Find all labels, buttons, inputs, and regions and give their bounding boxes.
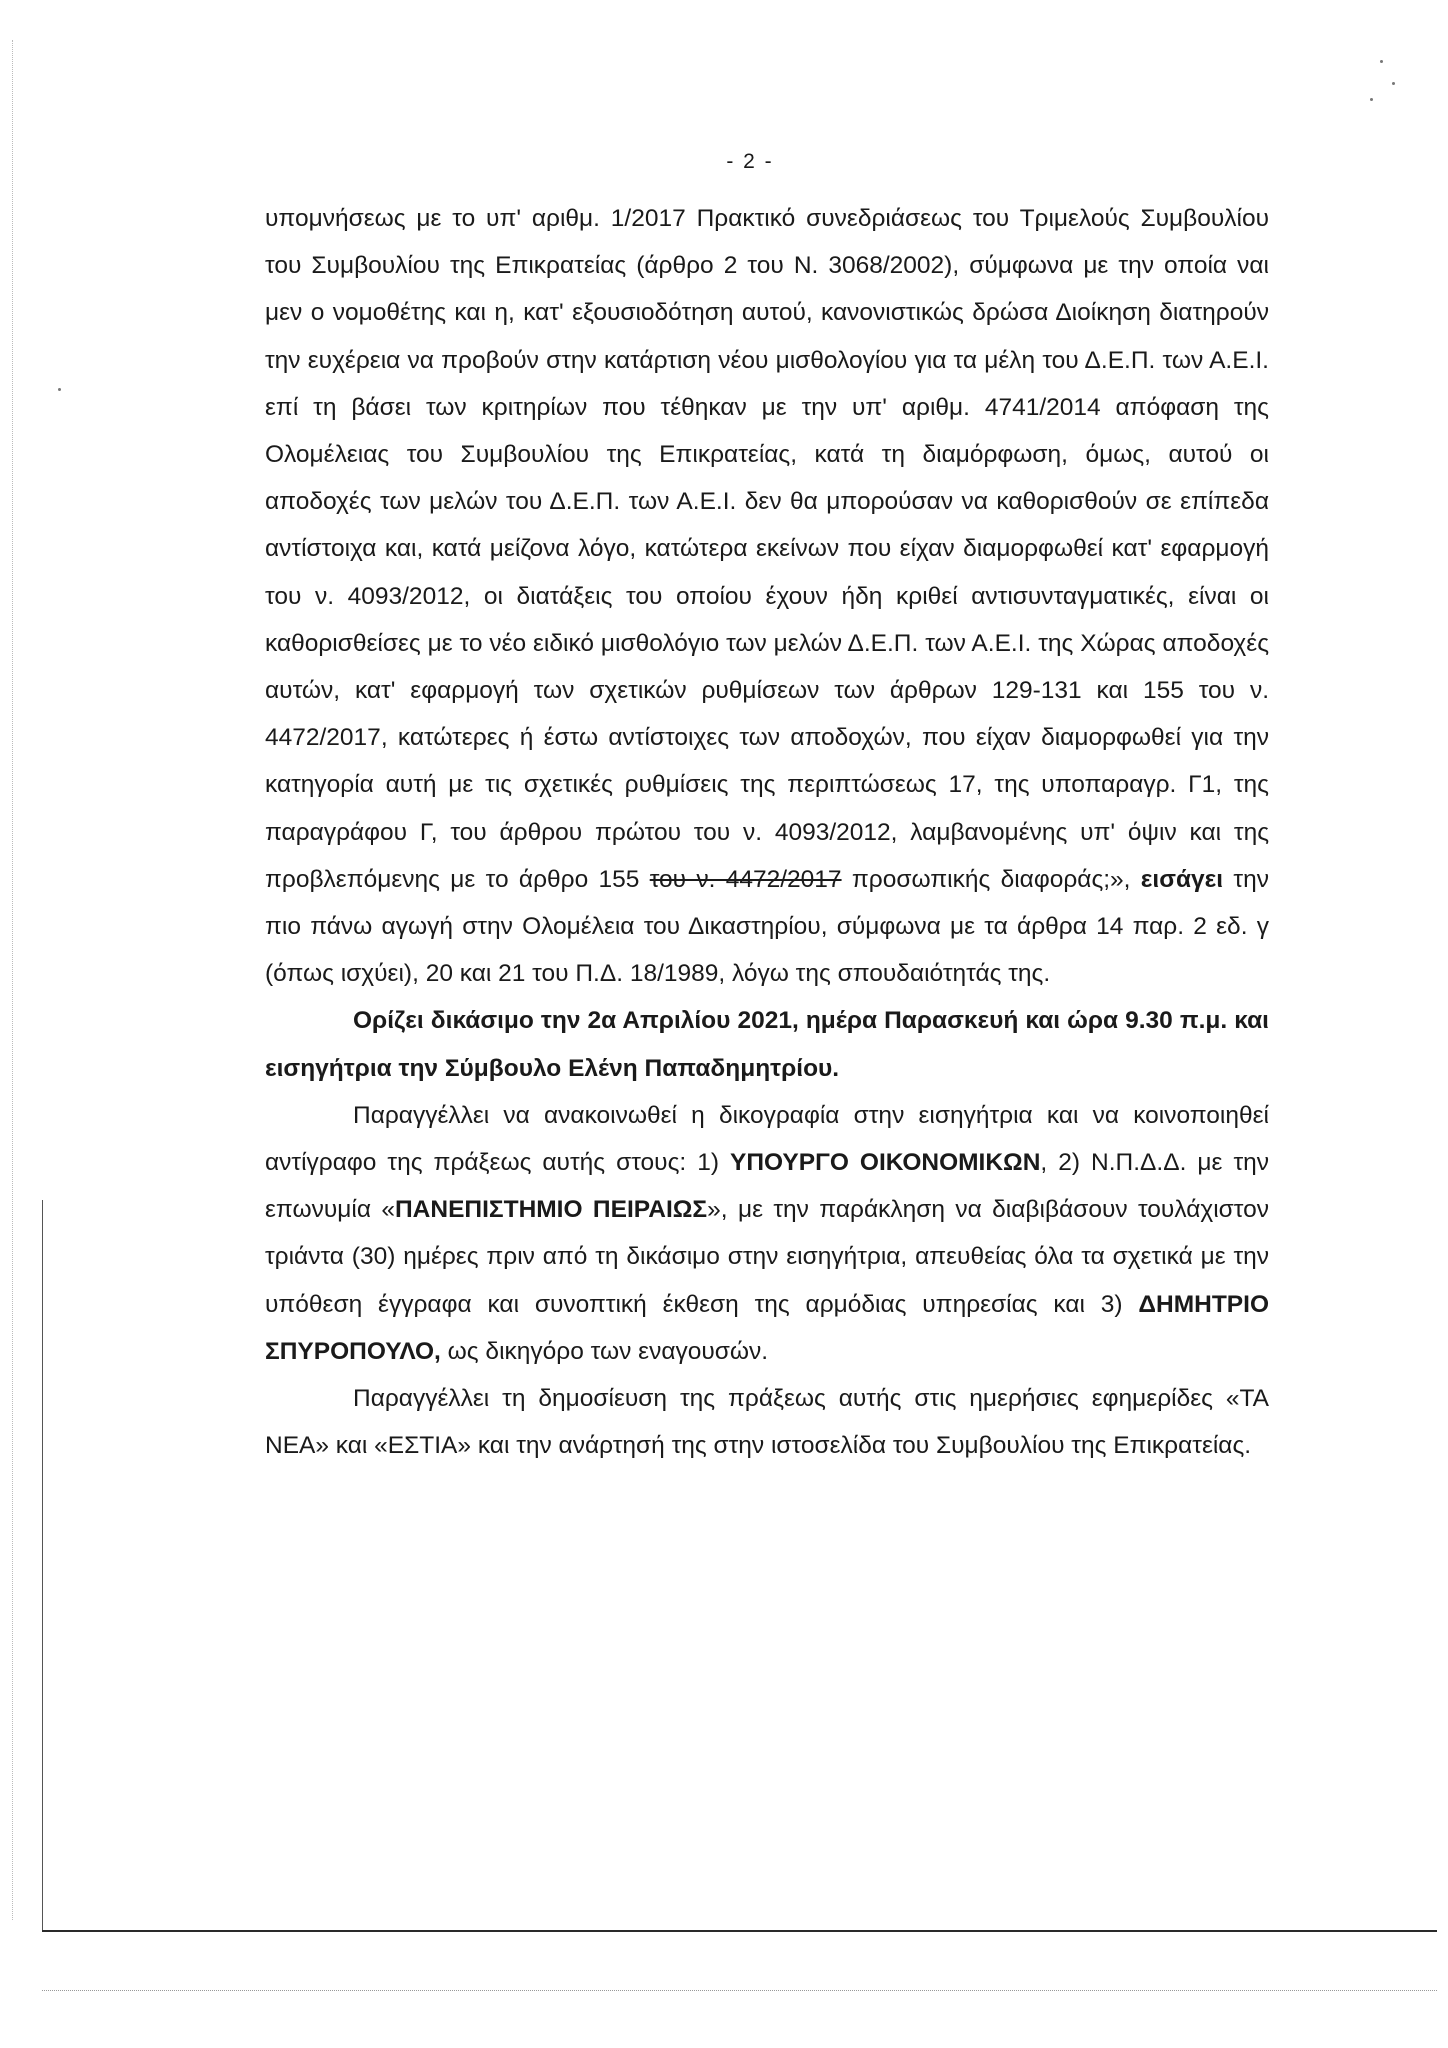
scan-speck	[1392, 82, 1395, 85]
scan-noise-line	[42, 1990, 1437, 1991]
scan-speck	[58, 388, 61, 391]
text-run: ως δικηγόρο των εναγουσών.	[440, 1337, 769, 1365]
page-number: - 2 -	[726, 150, 774, 173]
paragraph	[265, 997, 1269, 1091]
text-run: ΔΗΜΗΤΡΙΟ ΣΠΥΡΟΠΟΥΛΟ,	[265, 1290, 1269, 1365]
text-run: Παραγγέλλει να ανακοινωθεί η δικογραφία στην εισηγήτρια και να κοινοποιηθεί αντίγραφο της πράξεως αυτής στους: 1)	[265, 1101, 1269, 1177]
text-run: ΠΑΝΕΠΙΣΤΗΜΙΟ ΠΕΙΡΑΙΩΣ	[394, 1196, 708, 1224]
text-run: ΥΠΟΥΡΓΟ ΟΙΚΟΝΟΜΙΚΩΝ	[730, 1149, 1041, 1177]
scan-speck	[1370, 98, 1373, 101]
paragraph	[265, 195, 1269, 997]
text-run: Παραγγέλλει τη δημοσίευση της πράξεως αυτής στις ημερήσιες εφημερίδες «ΤΑ ΝΕΑ» και «ΕΣΤΙΑ» και την ανάρτησή της στην ιστοσελίδα του Συμβουλίου της Επικρατείας.	[265, 1385, 1269, 1460]
text-run: , 2) Ν.Π.Δ.Δ. με την επωνυμία «	[265, 1149, 1270, 1224]
paragraph	[265, 1375, 1269, 1469]
scan-edge-mark	[12, 40, 13, 1920]
text-run: την πιο πάνω αγωγή στην Ολομέλεια του Δικαστηρίου, σύμφωνα με τα άρθρα 14 παρ. 2 εδ. γ (όπως ισχύει), 20 και 21 του Π.Δ. 18/1989, λόγω της σπουδαιότητάς της.	[265, 865, 1269, 988]
margin-line	[42, 1200, 43, 1930]
text-run: », με την παράκληση να διαβιβάσουν τουλάχιστον τριάντα (30) ημέρες πριν από τη δικάσιμο στην εισηγήτρια, απευθείας όλα τα σχετικά με την υπόθεση έγγραφα και συνοπτική έκθεση της αρμόδιας υπηρεσίας και 3)	[265, 1196, 1269, 1318]
scan-speck	[1380, 60, 1383, 63]
text-run: προσωπικής διαφοράς;»,	[841, 865, 1141, 893]
text-run: Ορίζει δικάσιμο την 2α Απριλίου 2021, ημέρα Παρασκευή και ώρα 9.30 π.μ. και εισηγήτρια την Σύμβουλο Ελένη Παπαδημητρίου.	[265, 1007, 1269, 1082]
bottom-rule	[42, 1930, 1437, 1932]
paragraph	[265, 1092, 1269, 1375]
text-run: εισάγει	[1140, 865, 1224, 893]
text-run: υπομνήσεως με το υπ' αριθμ. 1/2017 Πρακτικό συνεδριάσεως του Τριμελούς Συμβουλίου του Συμβουλίου της Επικρατείας (άρθρο 2 του Ν. 3068/2002), σύμφωνα με την οποία ναι μεν ο νομοθέτης και η, κατ' εξουσιοδότηση αυτού, κανονιστικώς δρώσα Διοίκηση διατηρούν την ευχέρεια να προβούν στην κατάρτιση νέου μισθολογίου για τα μέλη του Δ.Ε.Π. των Α.Ε.Ι. επί τη βάσει των κριτηρίων που τέθηκαν με την υπ' αριθμ. 4741/2014 απόφαση της Ολομέλειας του Συμβουλίου της Επικρατείας, κατά τη διαμόρφωση, όμως, αυτού οι αποδοχές των μελών του Δ.Ε.Π. των Α.Ε.Ι. δεν θα μπορούσαν να καθορισθούν σε επίπεδα αντίστοιχα και, κατά μείζονα λόγο, κατώτερα εκείνων που είχαν διαμορφωθεί κατ' εφαρμογή του ν. 4093/2012, οι διατάξεις του οποίου έχουν ήδη κριθεί αντισυνταγματικές, είναι οι καθορισθείσες με το νέο ειδικό μισθολόγιο των μελών Δ.Ε.Π. των Α.Ε.Ι. της Χώρας αποδοχές αυτών, κατ' εφαρμογή των σχετικών ρυθμίσεων των άρθρων 129-131 και 155 του ν. 4472/2017, κατώτερες ή έστω αντίστοιχες των αποδοχών, που είχαν διαμορφωθεί για την κατηγορία αυτή με τις σχετικές ρυθμίσεις της περιπτώσεως 17, της υποπαραγρ. Γ1, της παραγράφου Γ, του άρθρου πρώτου του ν. 4093/2012, λαμβανομένης υπ' όψιν και της προβλεπόμενης με το άρθρο 155	[265, 205, 1269, 893]
text-run: του ν. 4472/2017	[649, 865, 842, 893]
document-body	[265, 195, 1269, 1469]
